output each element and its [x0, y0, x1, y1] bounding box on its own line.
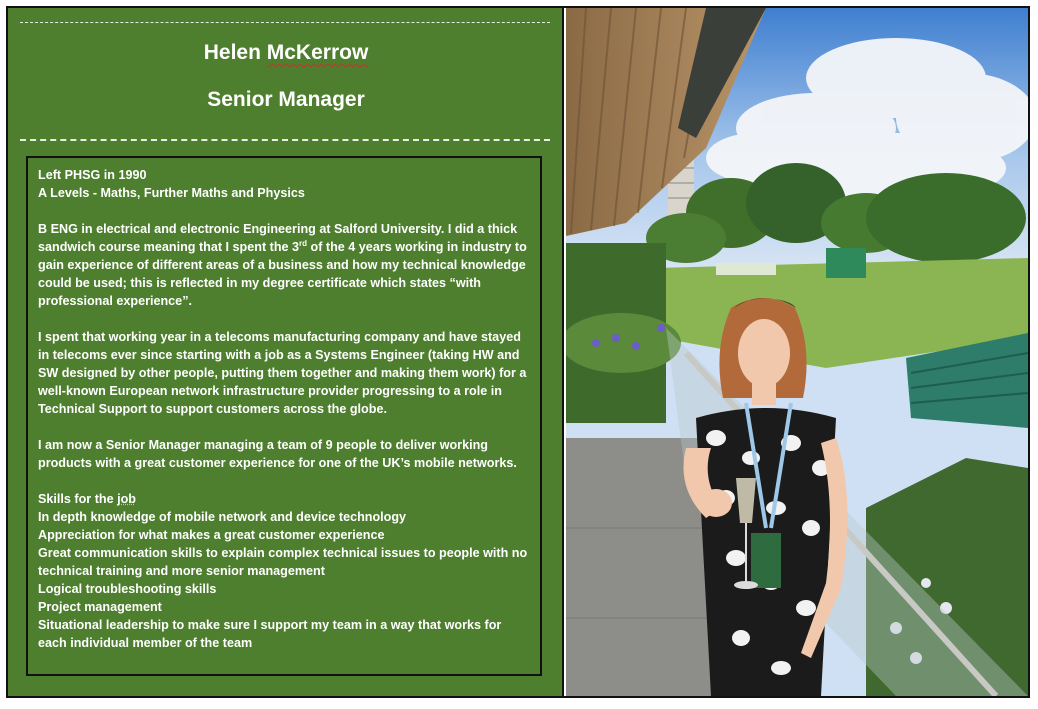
face — [738, 319, 790, 387]
profile-photo — [566, 8, 1028, 696]
job-title: Senior Manager — [207, 88, 365, 111]
skills-heading-word: job — [117, 492, 136, 506]
profile-page — [6, 6, 1030, 698]
top-dashed-divider — [20, 22, 550, 23]
bio-career: I spent that working year in a telecoms manufacturing company and have stayed in telecoms ever since starting with a job as a Systems Engineer (taking HW and SW designed by other people, putting them together and making them work) for a well-known European network infrastructure provider progressing to a role in Technical Support to support customers across the globe. — [38, 330, 527, 416]
skills-heading-prefix: Skills for the — [38, 492, 118, 506]
skill-item: Appreciation for what makes a great customer experience — [38, 528, 385, 542]
skill-item: Project management — [38, 600, 162, 614]
degree-text-end: of the 4 years working in industry to gain experience of different areas of a business and how my technical knowledge could be used; this is reflected in my degree certificate which states “with professional experience”. — [38, 240, 527, 308]
last-name: McKerrow — [266, 41, 369, 64]
lanyard-badge — [751, 533, 781, 588]
bottom-dashed-divider — [20, 139, 550, 141]
skill-item: In depth knowledge of mobile network and device technology — [38, 510, 407, 524]
photo-illustration — [566, 8, 1028, 696]
skill-item: Logical troubleshooting skills — [38, 582, 217, 596]
first-name: Helen — [203, 41, 261, 64]
bio-degree — [38, 220, 530, 310]
skill-item: Great communication skills to explain complex technical issues to people with no technical training and more senior management — [38, 546, 528, 578]
skills-heading — [38, 490, 530, 508]
bio-a-levels: A Levels - Maths, Further Maths and Physics — [38, 186, 305, 200]
bio-current-role: I am now a Senior Manager managing a team of 9 people to deliver working products with a great customer experience for one of the UK’s mobile networks. — [38, 438, 517, 470]
person-name — [8, 41, 564, 65]
degree-superscript: rd — [299, 238, 308, 248]
skill-item: Situational leadership to make sure I support my team in a way that works for each individual member of the team — [38, 618, 502, 650]
bio-left-school: Left PHSG in 1990 — [38, 168, 147, 182]
degree-text-start: B ENG in electrical and electronic Engineering at Salford University. I did a thick sandwich course meaning that I spent the 3 — [38, 222, 518, 254]
profile-text-panel — [8, 8, 564, 696]
bio-box — [26, 156, 542, 676]
